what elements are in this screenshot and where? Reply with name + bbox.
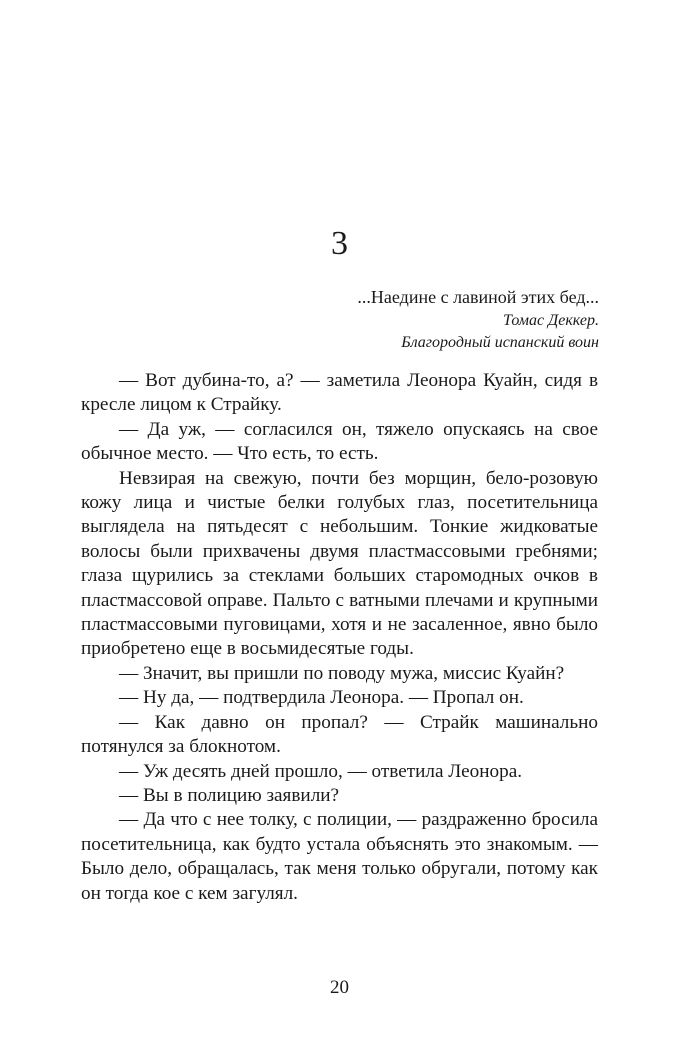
epigraph-author: Томас Деккер. [503,312,599,329]
paragraph: Невзирая на свежую, почти без морщин, бело-розовую кожу лица и чистые белки голубых глаз, посетительница выглядела на пятьдесят с небольшим. Тонкие жидковатые волосы были прихвачены двумя пластмассовыми гребнями; глаза щурились за стеклами больших старомодных очков в пластмассовой оправе. Пальто с ватными плечами и крупными пластмассовыми пуговицами, хотя и не засаленное, явно было приобретено еще в восьмидесятые годы. [81,467,598,660]
body-text [81,369,598,906]
paragraph: — Вы в полицию заявили? [119,784,340,806]
epigraph-source: Благородный испанский воин [401,334,599,351]
epigraph-text: ...Наедине с лавиной этих бед... [357,287,599,307]
paragraph: — Значит, вы пришли по поводу мужа, миссис Куайн? [119,662,565,684]
chapter-number: 3 [331,225,348,262]
paragraph: — Да уж, — согласился он, тяжело опускаясь на свое обычное место. — Что есть, то есть. [81,418,598,465]
paragraph: — Ну да, — подтвердила Леонора. — Пропал он. [119,687,524,709]
paragraph: — Вот дубина-то, а? — заметила Леонора Куайн, сидя в кресле лицом к Страйку. [81,370,598,416]
paragraph: — Уж десять дней прошло, — ответила Леонора. [119,760,523,782]
paragraph: — Да что с нее толку, с полиции, — раздраженно бросила посетительница, как будто устала объяснять это знакомым. — Было дело, обращалась, так меня только обругали, потому как он тогда кое с кем загулял. [81,809,598,904]
epigraph [179,284,599,354]
paragraph: — Как давно он пропал? — Страйк машинально потянулся за блокнотом. [81,711,598,758]
page-number: 20 [330,977,349,998]
